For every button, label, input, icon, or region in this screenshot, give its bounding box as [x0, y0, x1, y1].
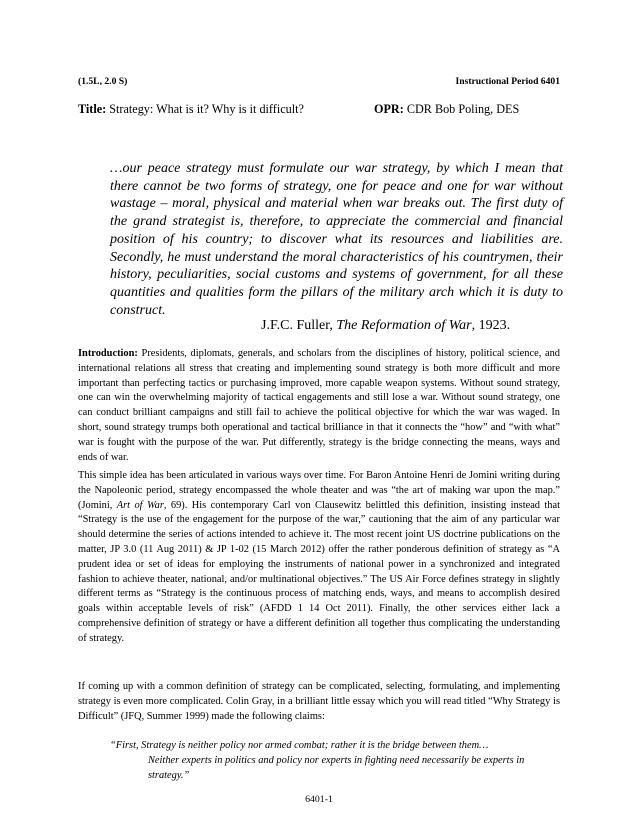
epigraph-text: …our peace strategy must formulate our war strategy, by which I mean that there cannot be two forms of strategy, one for peace and one for war without wastage – moral, physical and material when war breaks out. The first duty of the grand strategist is, therefore, to appreciate the commercial and financial position of his country; to discover what its resources and liabilities are. Secondly, he must understand the moral characteristics of his countrymen, their history, peculiarities, social customs and systems of government, for all these quantities and qualities form the pillars of the military arch which it is duty to construct. — [110, 161, 563, 318]
introduction-text: Presidents, diplomats, generals, and scholars from the disciplines of history, political science, and international relations all stress that creating and implementing sound strategy is both more difficult and more important than perfecting tactics or purchasing improved, more capable weapon systems. Without sound strategy, one can win the overwhelming majority of tactical engagements and still lose a war. Without sound strategy, one can conduct brilliant campaigns and still fail to achieve the political objective for which the war was waged. In short, sound strategy trumps both operational and tactical brilliance in that it connects the “how” and “with what” war is fought with the purpose of the war. Put differently, strategy is the bridge connecting the means, ways and ends of war. — [78, 348, 560, 463]
gray-quote — [110, 739, 562, 783]
opr-label: OPR: — [374, 102, 404, 116]
gray-quote-line-1: “First, Strategy is neither policy nor armed combat; rather it is the bridge between them… — [110, 740, 489, 751]
header-meta-row — [78, 76, 560, 87]
epigraph-year: , 1923. — [471, 318, 511, 333]
definitions-text-a: This simple idea has been articulated in various ways over time. For Baron Antoine Henri de Jomini writing during the Napoleonic period, strategy encompassed the whole theater and was “the art of making war upon the map.” (Jomini, — [78, 470, 560, 511]
definitions-paragraph — [78, 469, 560, 647]
definitions-text-b: , 69). His contemporary Carl von Clausewitz belittled this definition, insisting instead that “Strategy is the use of the engagement for the purpose of the war,” cautioning that the aim of any particular war should determine the series of actions intended to achieve it. The most recent joint US doctrine publications on the matter, JP 3.0 (11 Aug 2011) & JP 1-02 (15 March 2012) offer the rather ponderous definition of strategy as “A prudent idea or set of ideas for employing the instruments of national power in a synchronized and integrated fashion to achieve theater, national, and/or multinational objectives.” The US Air Force defines strategy in slightly different terms as “Strategy is the continuous process of matching ends, ways, and means to accomplish desired goals within acceptable levels of risk” (AFDD 1 14 Oct 2011). Finally, the other services either lack a comprehensive definition of strategy or have a different definition all together thus complicating the understanding of strategy. — [78, 499, 560, 644]
title-row — [78, 102, 578, 117]
title-value: Strategy: What is it? Why is it difficult? — [109, 102, 304, 116]
introduction-label: Introduction: — [78, 348, 138, 359]
complexity-text: If coming up with a common definition of strategy can be complicated, selecting, formulating, and implementing strategy is even more complicated. Colin Gray, in a brilliant little essay which you will read titled “Why Strategy is Difficult” (JFQ, Summer 1999) made the following claims: — [78, 681, 560, 722]
epigraph-work: The Reformation of War — [336, 318, 472, 333]
page-number: 6401-1 — [305, 794, 333, 805]
title-label: Title: — [78, 102, 107, 116]
time-allocation: (1.5L, 2.0 S) — [78, 76, 128, 87]
introduction-paragraph — [78, 347, 560, 465]
complexity-paragraph — [78, 680, 560, 724]
opr-value: CDR Bob Poling, DES — [406, 102, 520, 116]
gray-quote-line-2: Neither experts in politics and policy nor experts in fighting need necessarily be experts in strategy.” — [148, 754, 525, 781]
epigraph-quote — [110, 160, 563, 319]
epigraph-author: J.F.C. Fuller, — [261, 318, 333, 333]
title-block — [78, 102, 304, 116]
opr-block — [374, 102, 519, 117]
definitions-work-title: Art of War — [116, 499, 164, 511]
epigraph-attribution — [261, 318, 510, 334]
instructional-period: Instructional Period 6401 — [455, 76, 560, 87]
